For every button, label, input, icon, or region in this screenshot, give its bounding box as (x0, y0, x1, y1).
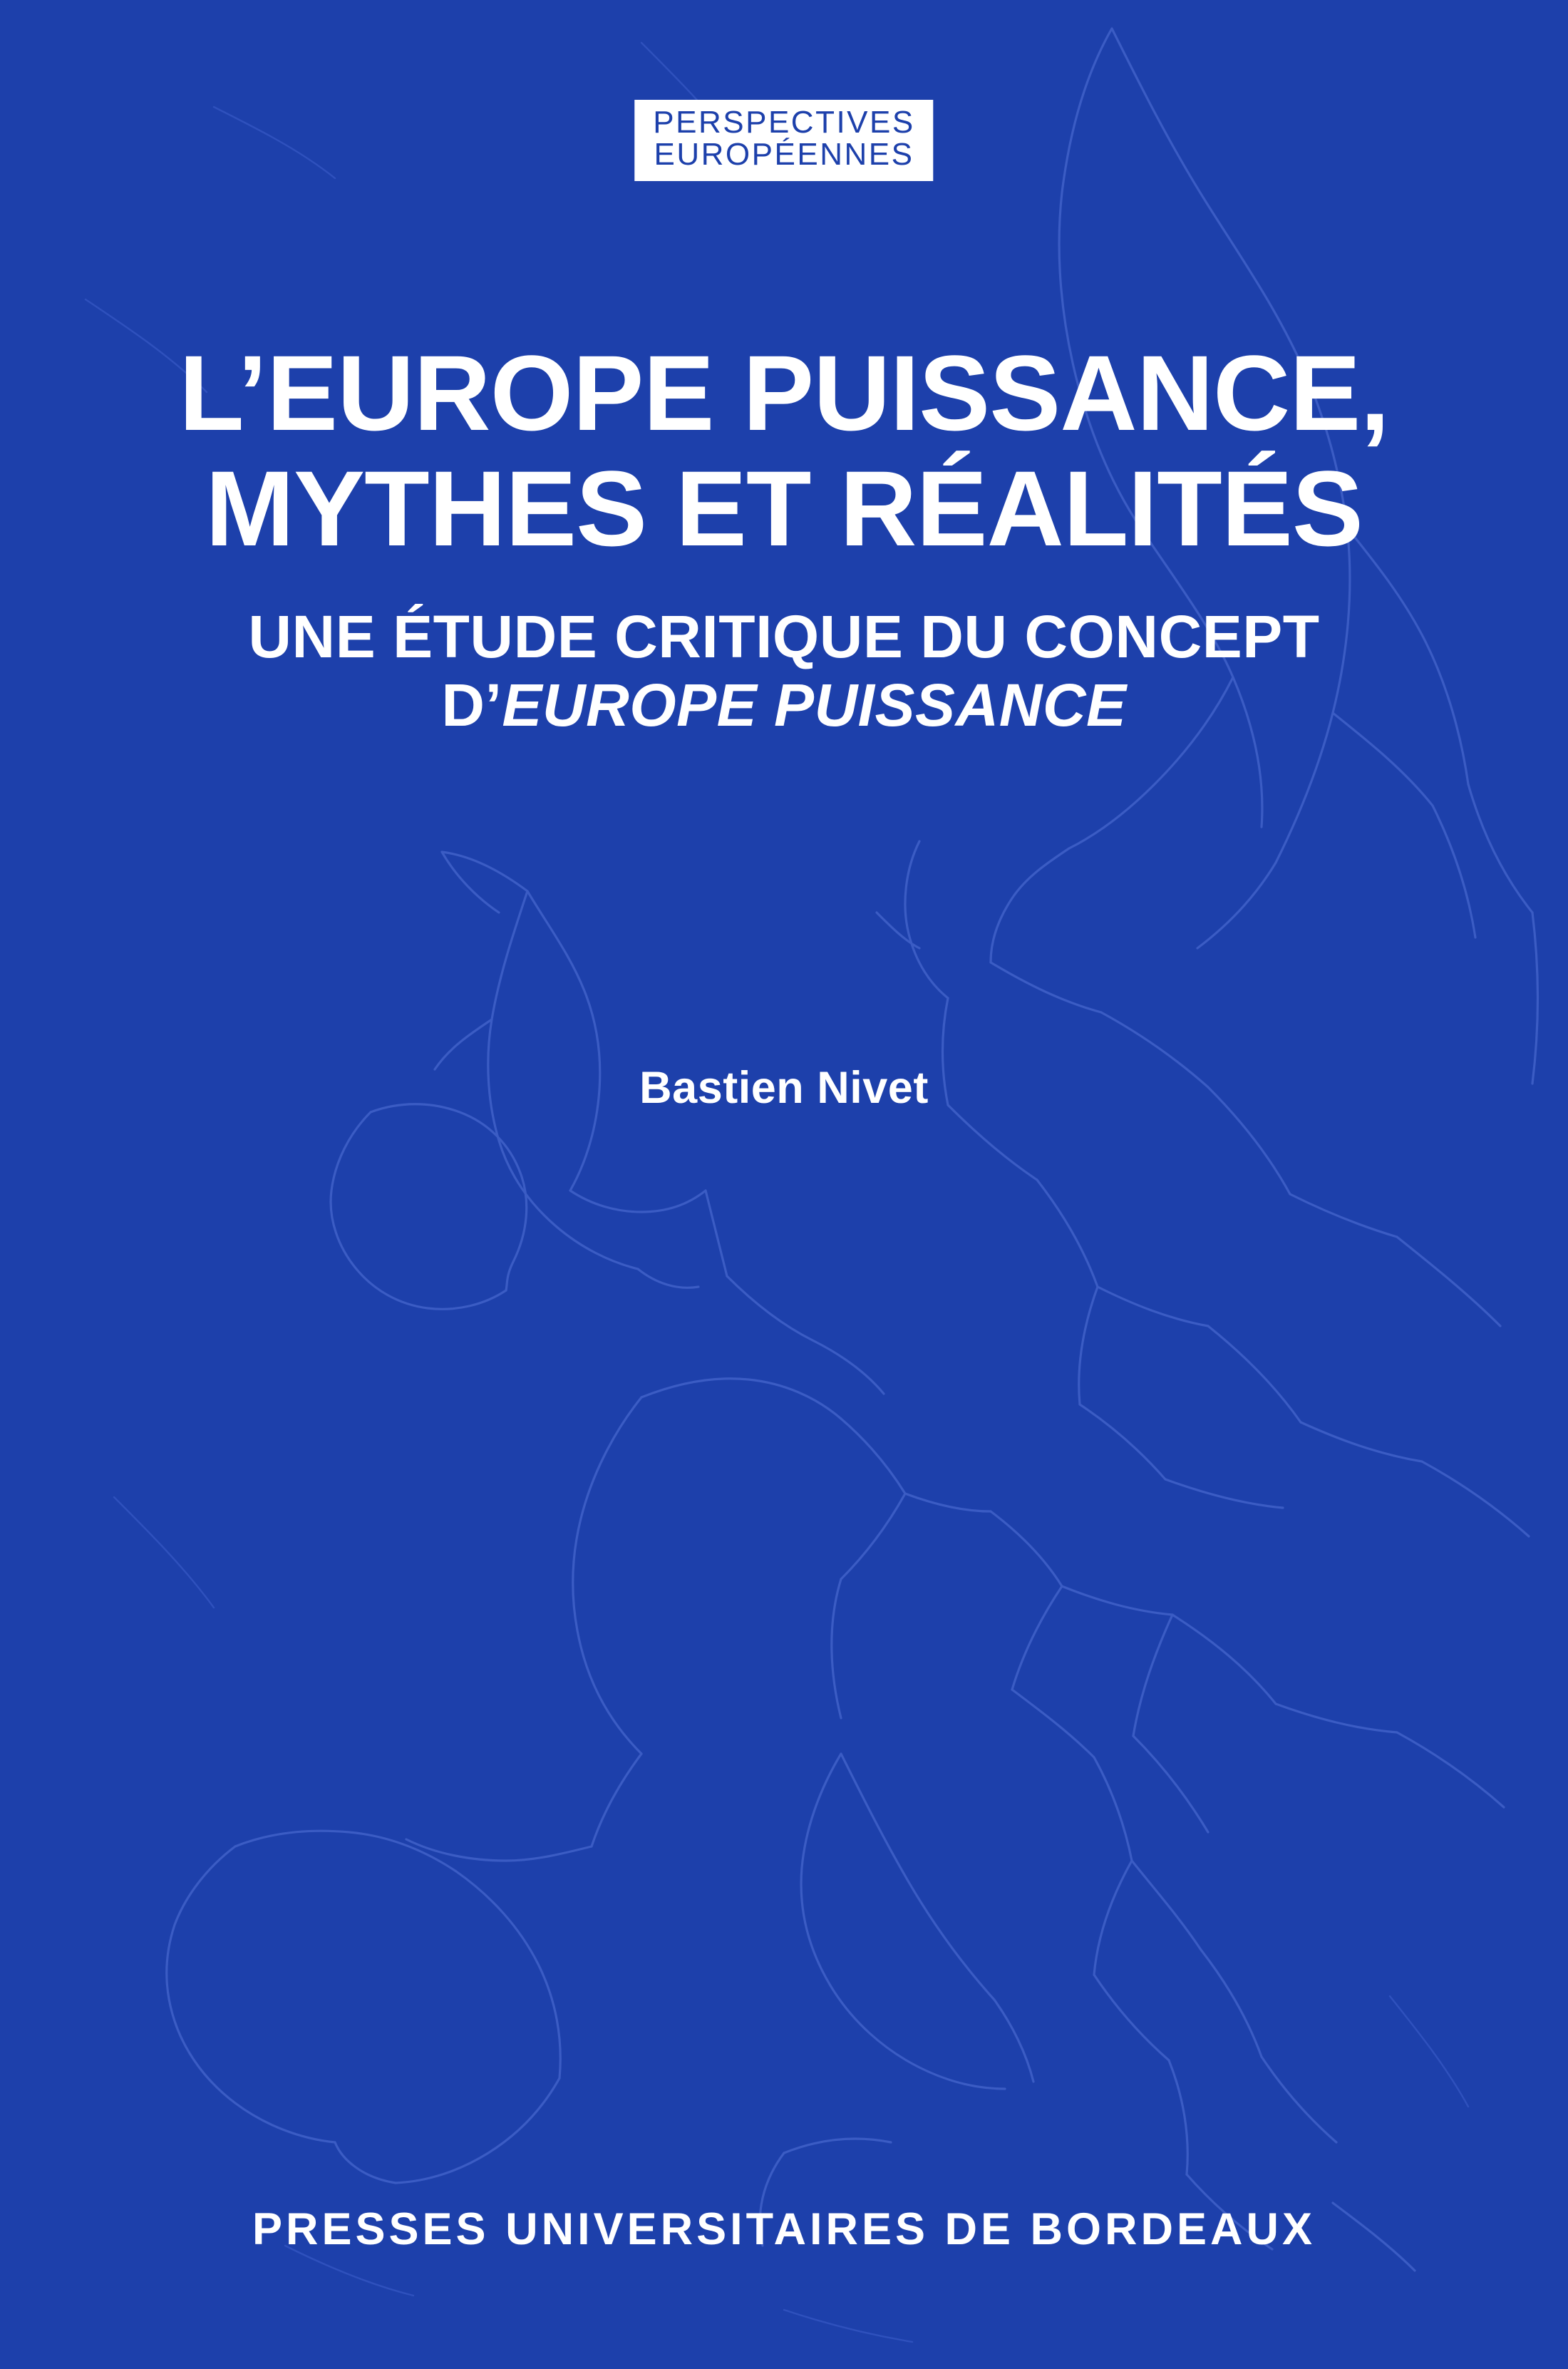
collection-badge (634, 100, 933, 181)
author-name: Bastien Nivet (639, 1063, 929, 1113)
subtitle-line-2 (0, 672, 1568, 740)
publisher-name: PRESSES UNIVERSITAIRES DE BORDEAUX (252, 2204, 1316, 2254)
title-line-2: MYTHES ET RÉALITÉS (205, 448, 1363, 568)
collection-line-2: EUROPÉENNES (654, 136, 914, 172)
subtitle-line-1: UNE ÉTUDE CRITIQUE DU CONCEPT (248, 603, 1320, 670)
subtitle-line-2-italic: EUROPE PUISSANCE (502, 671, 1127, 739)
title-line-1: L’EUROPE PUISSANCE, (178, 333, 1390, 453)
title-block (0, 335, 1568, 740)
collection-line-1: PERSPECTIVES (653, 105, 915, 140)
subtitle-line-2-prefix: D’ (441, 671, 502, 739)
book-title (114, 335, 1454, 566)
book-subtitle (0, 603, 1568, 740)
